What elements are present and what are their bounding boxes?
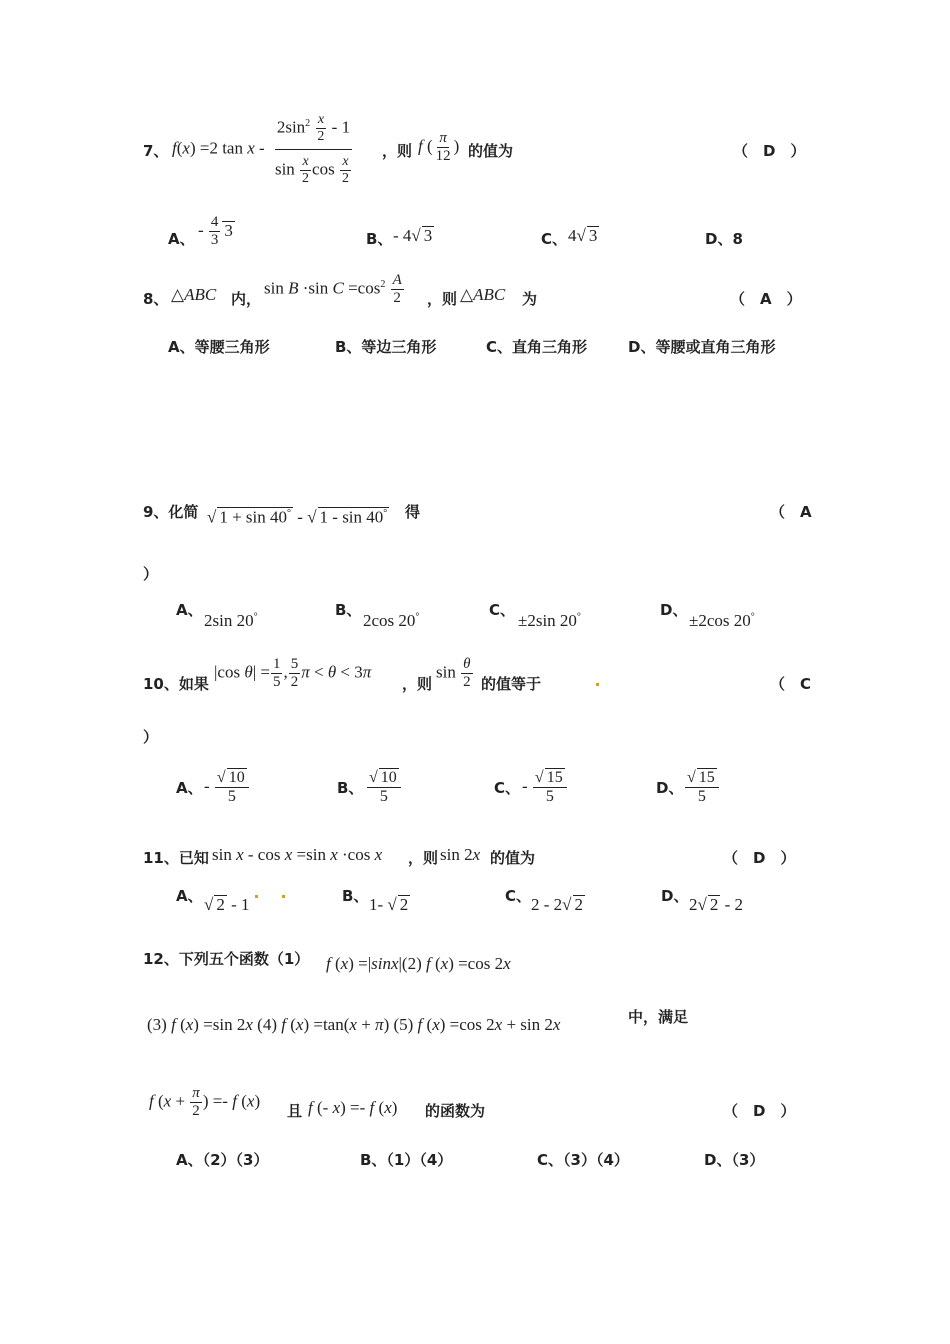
q10-option-b-value: $\frac{√ 10}{5}$ [366, 768, 402, 807]
q10-answer-close: ） [143, 728, 159, 746]
q10-sin-half-theta: sin $\frac{\theta}{2}$ [436, 656, 471, 691]
q12-option-c: C、（3）（4） [537, 1151, 629, 1169]
q9-option-d-value: ±2cos 20° [689, 611, 755, 630]
q12-option-b: B、（1）（4） [360, 1151, 453, 1169]
q7-formula: f(x) =2 tan x - $2\sin^2$ $\frac{x}{2}$ - 1 sin $\frac{x}{2}$ cos $\frac{x}{2}$ [172, 112, 351, 187]
q7-option-b-label: B、 [366, 230, 393, 248]
q10-answer: （ C [770, 675, 812, 693]
q12-number: 12、下列五个函数（1） [143, 950, 310, 968]
q7-option-b-value: - 4√ 3 [393, 226, 433, 245]
q10-option-d-value: $\frac{√ 15}{5}$ [684, 768, 720, 807]
q11-option-c-value: 2 - 2√ 2 [531, 895, 583, 914]
q8-option-b: B、等边三角形 [335, 338, 437, 356]
q12-tail: 的函数为 [425, 1102, 486, 1120]
q8-then: ，则 [427, 290, 458, 308]
q12-condition-1: f (x + $\frac{\pi}{2}$ ) =- f (x) [149, 1085, 261, 1120]
q9-answer-close: ） [143, 565, 159, 583]
q9-option-a-value: 2sin 20° [204, 611, 258, 630]
q9-option-c-label: C、 [489, 601, 516, 619]
stray-mark [255, 895, 258, 898]
q7-option-a-label: A、 [168, 230, 195, 248]
q12-answer: （ D ） [723, 1102, 796, 1120]
q12-option-a: A、（2）（3） [176, 1151, 269, 1169]
q7-option-c-label: C、 [541, 230, 568, 248]
q10-then: ，则 [402, 675, 433, 693]
q9-tail: 得 [405, 503, 421, 521]
q12-mid: 中，满足 [628, 1008, 689, 1026]
q11-formula: sin x - cos x =sin x ·cos x [212, 845, 383, 864]
q9-option-b-label: B、 [335, 601, 362, 619]
q8-formula: sin B ·sin $C =\cos^2$ $\frac{A}{2}$ [264, 272, 402, 307]
q9-answer: （ A [770, 503, 812, 521]
q10-option-c-label: C、 [494, 779, 521, 797]
q9-option-b-value: 2cos 20° [363, 611, 420, 630]
q11-option-b-value: 1- √ 2 [369, 895, 409, 914]
q8-triangle-abc: △ABC [171, 285, 217, 304]
q7-suffix: ，则 [382, 142, 413, 160]
q11-number: 11、已知 [143, 849, 209, 867]
q8-triangle-abc-2: △ABC [460, 285, 506, 304]
q12-functions-3-5: (3) f (x) =sin 2x (4) f (x) =tan(x + π) (5) f (x) =cos 2x + sin 2x [147, 1015, 561, 1034]
q10-option-b-label: B、 [337, 779, 364, 797]
q10-option-d-label: D、 [656, 779, 684, 797]
q7-option-c-value: 4√ 3 [568, 226, 598, 245]
q7-option-a-value: - $\frac{4}{3}$ 3 [198, 214, 233, 249]
q10-number: 10、如果 [143, 675, 209, 693]
q12-and: 且 [287, 1102, 303, 1120]
q9-option-c-value: ±2sin 20° [518, 611, 581, 630]
q11-sin2x: sin 2x [440, 845, 481, 864]
q8-option-c: C、直角三角形 [486, 338, 588, 356]
q7-number: 7、 [143, 142, 169, 160]
q7-option-d: D、8 [705, 230, 743, 248]
q8-answer: （ A ） [730, 290, 802, 308]
q9-option-d-label: D、 [660, 601, 688, 619]
q8-tail: 为 [522, 290, 538, 308]
stray-mark [596, 683, 599, 686]
q10-tail: 的值等于 [481, 675, 542, 693]
q12-condition-2: f (- x) =- f (x) [308, 1098, 398, 1117]
q9-formula: √ 1 + sin 40° - √ 1 - sin 40° [207, 507, 388, 527]
q11-answer: （ D ） [723, 849, 796, 867]
q11-option-a-label: A、 [176, 887, 203, 905]
q7-answer: （ D ） [733, 142, 806, 160]
q9-number: 9、化简 [143, 503, 199, 521]
q8-number: 8、 [143, 290, 169, 308]
q10-option-a-label: A、 [176, 779, 203, 797]
q10-option-c-value: - $\frac{√ 15}{5}$ [522, 768, 568, 807]
q11-tail: 的值为 [490, 849, 536, 867]
q12-option-d: D、（3） [704, 1151, 765, 1169]
q8-option-d: D、等腰或直角三角形 [628, 338, 776, 356]
q10-option-a-value: - $\frac{√ 10}{5}$ [204, 768, 250, 807]
q11-option-a-value: √ 2 - 1 [204, 895, 250, 914]
q11-option-d-label: D、 [661, 887, 689, 905]
q11-option-b-label: B、 [342, 887, 369, 905]
q8-option-a: A、等腰三角形 [168, 338, 270, 356]
q11-option-c-label: C、 [505, 887, 532, 905]
q11-option-d-value: 2√ 2 - 2 [689, 895, 744, 914]
q9-option-a-label: A、 [176, 601, 203, 619]
q10-formula: |cos θ| = $\frac{1}{5}$ , $\frac{5}{2}$ π < θ < 3π [214, 656, 372, 691]
q7-tail: 的值为 [468, 142, 514, 160]
q7-f-pi12: f ( $\frac{\pi}{12}$ ) [418, 130, 460, 165]
q11-then: ，则 [408, 849, 439, 867]
stray-mark [282, 895, 285, 898]
q8-inner: 内， [231, 290, 262, 308]
q12-functions-1-2: f (x) =|sinx|(2) f (x) =cos 2x [326, 954, 511, 973]
